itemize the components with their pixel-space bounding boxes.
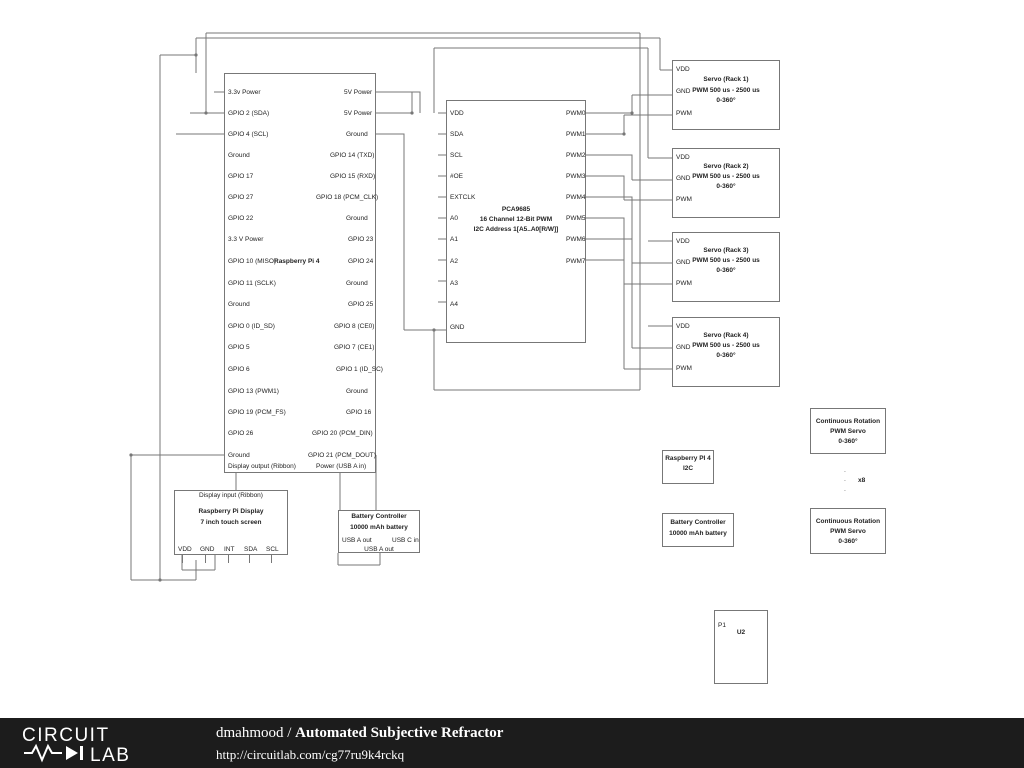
pca-left-pin: SCL xyxy=(450,152,463,159)
legend-servo-top-line1: Continuous Rotation xyxy=(815,418,881,425)
rpi-left-pin: GPIO 6 xyxy=(228,366,250,373)
rpi-left-pin: Display output (Ribbon) xyxy=(228,463,296,470)
legend-servo-bottom-line2: PWM Servo xyxy=(830,528,866,535)
servo-rack-4-pin: GND xyxy=(676,344,691,351)
pca-right-pin: PWM1 xyxy=(566,131,586,138)
legend-servo-top-line3: 0-360° xyxy=(838,438,858,445)
servo-rack-3-pin: GND xyxy=(676,259,691,266)
pca-left-pin: A1 xyxy=(450,236,458,243)
rpi-right-pin: Ground xyxy=(346,388,368,395)
legend-dot: · xyxy=(843,468,847,475)
pca-left-pin: A4 xyxy=(450,301,458,308)
rpi-left-pin: Ground xyxy=(228,152,250,159)
rpi-right-pin: GPIO 14 (TXD) xyxy=(330,152,375,159)
rpi-left-pin: Ground xyxy=(228,301,250,308)
rpi-right-pin: GPIO 24 xyxy=(348,258,374,265)
rpi-right-pin: 5V Power xyxy=(344,89,373,96)
servo-rack-2-pin: PWM xyxy=(676,196,692,203)
pca-left-pin: VDD xyxy=(450,110,464,117)
svg-text:CIRCUIT: CIRCUIT xyxy=(22,725,110,746)
legend-dot: · xyxy=(843,487,847,494)
rpi-right-pin: GPIO 25 xyxy=(348,301,374,308)
servo-rack-1-line3: 0-360° xyxy=(716,97,736,104)
rpi-right-pin: GPIO 18 (PCM_CLK) xyxy=(316,194,379,201)
display-pin-tick xyxy=(249,555,250,563)
pca-right-pin: PWM2 xyxy=(566,152,586,159)
pca-right-pin: PWM5 xyxy=(566,215,586,222)
rpi-right-pin: 5V Power xyxy=(344,110,373,117)
servo-rack-4-line2: PWM 500 us - 2500 us xyxy=(692,342,760,349)
display-ribbon-label: Display input (Ribbon) xyxy=(199,492,263,499)
rpi-right-pin: GPIO 7 (CE1) xyxy=(334,344,375,351)
rpi-left-pin: GPIO 4 (SCL) xyxy=(228,131,269,138)
project-title xyxy=(216,725,503,742)
display-title: Raspberry Pi Display xyxy=(198,508,264,515)
display-pin: SDA xyxy=(244,546,258,553)
rpi-right-pin: GPIO 16 xyxy=(346,409,372,416)
rpi-left-pin: GPIO 10 (MISO) xyxy=(228,258,277,265)
rpi-right-pin: Ground xyxy=(346,280,368,287)
rpi-left-pin: GPIO 2 (SDA) xyxy=(228,110,270,117)
pca-right-pin: PWM4 xyxy=(566,194,586,201)
battery-controller-title: Battery Controller xyxy=(351,513,407,520)
legend-battery-line1: Battery Controller xyxy=(670,519,726,526)
legend-servo-bottom-line3: 0-360° xyxy=(838,538,858,545)
rpi-left-pin: GPIO 11 (SCLK) xyxy=(228,280,276,287)
pca-right-pin: PWM7 xyxy=(566,258,586,265)
display-pin: VDD xyxy=(178,546,192,553)
servo-rack-3-pin: VDD xyxy=(676,238,690,245)
legend-servo-top-line2: PWM Servo xyxy=(830,428,866,435)
pca-left-pin: EXTCLK xyxy=(450,194,476,201)
rpi-left-pin: Ground xyxy=(228,452,250,459)
pca-left-pin: A3 xyxy=(450,280,458,287)
rpi-right-pin: GPIO 21 (PCM_DOUT) xyxy=(308,452,376,459)
servo-rack-3-title: Servo (Rack 3) xyxy=(703,247,749,254)
project-author: dmahmood xyxy=(216,725,284,741)
rpi-right-pin: GPIO 8 (CE0) xyxy=(334,323,375,330)
battery-usb-a-out-pin: USB A out xyxy=(342,537,372,544)
servo-rack-2-line3: 0-360° xyxy=(716,183,736,190)
rpi-left-pin: GPIO 0 (ID_SD) xyxy=(228,323,275,330)
circuitlab-logo xyxy=(22,724,197,764)
servo-rack-4-pin: VDD xyxy=(676,323,690,330)
battery-usb-c-in-pin: USB C in xyxy=(392,537,419,544)
servo-rack-3-line3: 0-360° xyxy=(716,267,736,274)
pca9685-subtitle-2: I2C Address 1[A5..A0[R/W]] xyxy=(473,226,559,233)
display-pin: INT xyxy=(224,546,235,553)
pca-left-pin: A2 xyxy=(450,258,458,265)
pca-left-pin: A0 xyxy=(450,215,458,222)
rpi-right-pin: GPIO 20 (PCM_DIN) xyxy=(312,430,373,437)
legend-multiplier: x8 xyxy=(858,477,866,484)
pca-left-pin: GND xyxy=(450,324,465,331)
legend-dot: · xyxy=(843,477,847,484)
rpi-left-pin: GPIO 27 xyxy=(228,194,254,201)
pca9685-title: PCA9685 xyxy=(501,206,531,213)
servo-rack-2-pin: VDD xyxy=(676,154,690,161)
rpi-right-pin: GPIO 23 xyxy=(348,236,374,243)
servo-rack-1-pin: GND xyxy=(676,88,691,95)
servo-rack-3-line2: PWM 500 us - 2500 us xyxy=(692,257,760,264)
servo-rack-4-line3: 0-360° xyxy=(716,352,736,359)
servo-rack-1-line2: PWM 500 us - 2500 us xyxy=(692,87,760,94)
battery-usb-a-out-bottom-pin: USB A out xyxy=(364,546,394,553)
rpi-right-pin: Power (USB A in) xyxy=(316,463,367,470)
u2-title: U2 xyxy=(736,629,746,636)
display-subtitle: 7 inch touch screen xyxy=(200,519,262,526)
title-separator: / xyxy=(283,725,296,741)
u2-pin-p1: P1 xyxy=(718,622,726,629)
rpi-left-pin: GPIO 13 (PWM1) xyxy=(228,388,279,395)
legend-battery-line2: 10000 mAh battery xyxy=(669,530,727,537)
servo-rack-1-title: Servo (Rack 1) xyxy=(703,76,749,83)
display-pin: GND xyxy=(200,546,215,553)
legend-rpi-line2: I2C xyxy=(682,465,694,472)
pca-right-pin: PWM6 xyxy=(566,236,586,243)
rpi-left-pin: GPIO 26 xyxy=(228,430,254,437)
servo-rack-4-title: Servo (Rack 4) xyxy=(703,332,749,339)
legend-rpi-line1: Raspberry PI 4 xyxy=(665,455,711,462)
pca-left-pin: SDA xyxy=(450,131,464,138)
pca-right-pin: PWM3 xyxy=(566,173,586,180)
pca-right-pin: PWM0 xyxy=(566,110,586,117)
servo-rack-4-pin: PWM xyxy=(676,365,692,372)
pca-left-pin: #OE xyxy=(450,173,464,180)
project-name: Automated Subjective Refractor xyxy=(295,725,504,741)
display-pin: SCL xyxy=(266,546,279,553)
footer-bar xyxy=(0,718,1024,768)
rpi-left-pin: GPIO 17 xyxy=(228,173,254,180)
display-pin-tick xyxy=(182,555,183,563)
rpi-right-pin: Ground xyxy=(346,215,368,222)
rpi-right-pin: GPIO 15 (RXD) xyxy=(330,173,376,180)
display-pin-tick xyxy=(228,555,229,563)
servo-rack-2-title: Servo (Rack 2) xyxy=(703,163,749,170)
pca9685-subtitle-1: 16 Channel 12-Bit PWM xyxy=(479,216,553,223)
rpi-left-pin: GPIO 5 xyxy=(228,344,250,351)
servo-rack-2-line2: PWM 500 us - 2500 us xyxy=(692,173,760,180)
battery-controller-subtitle: 10000 mAh battery xyxy=(350,524,408,531)
svg-text:LAB: LAB xyxy=(90,745,131,764)
servo-rack-1-pin: VDD xyxy=(676,66,690,73)
rpi-left-pin: GPIO 19 (PCM_FS) xyxy=(228,409,286,416)
rpi-left-pin: 3.3 V Power xyxy=(228,236,264,243)
rpi-left-pin: 3.3v Power xyxy=(228,89,261,96)
project-url[interactable]: http://circuitlab.com/cg77ru9k4rckq xyxy=(216,747,405,762)
legend-servo-bottom-line1: Continuous Rotation xyxy=(815,518,881,525)
rpi-right-pin: GPIO 1 (ID_SC) xyxy=(336,366,383,373)
servo-rack-2-pin: GND xyxy=(676,175,691,182)
rpi-left-pin: GPIO 22 xyxy=(228,215,254,222)
raspberry-pi-4-title: Raspberry Pi 4 xyxy=(274,258,320,265)
display-pin-tick xyxy=(205,555,206,563)
rpi-right-pin: Ground xyxy=(346,131,368,138)
display-pin-tick xyxy=(271,555,272,563)
servo-rack-3-pin: PWM xyxy=(676,280,692,287)
servo-rack-1-pin: PWM xyxy=(676,110,692,117)
